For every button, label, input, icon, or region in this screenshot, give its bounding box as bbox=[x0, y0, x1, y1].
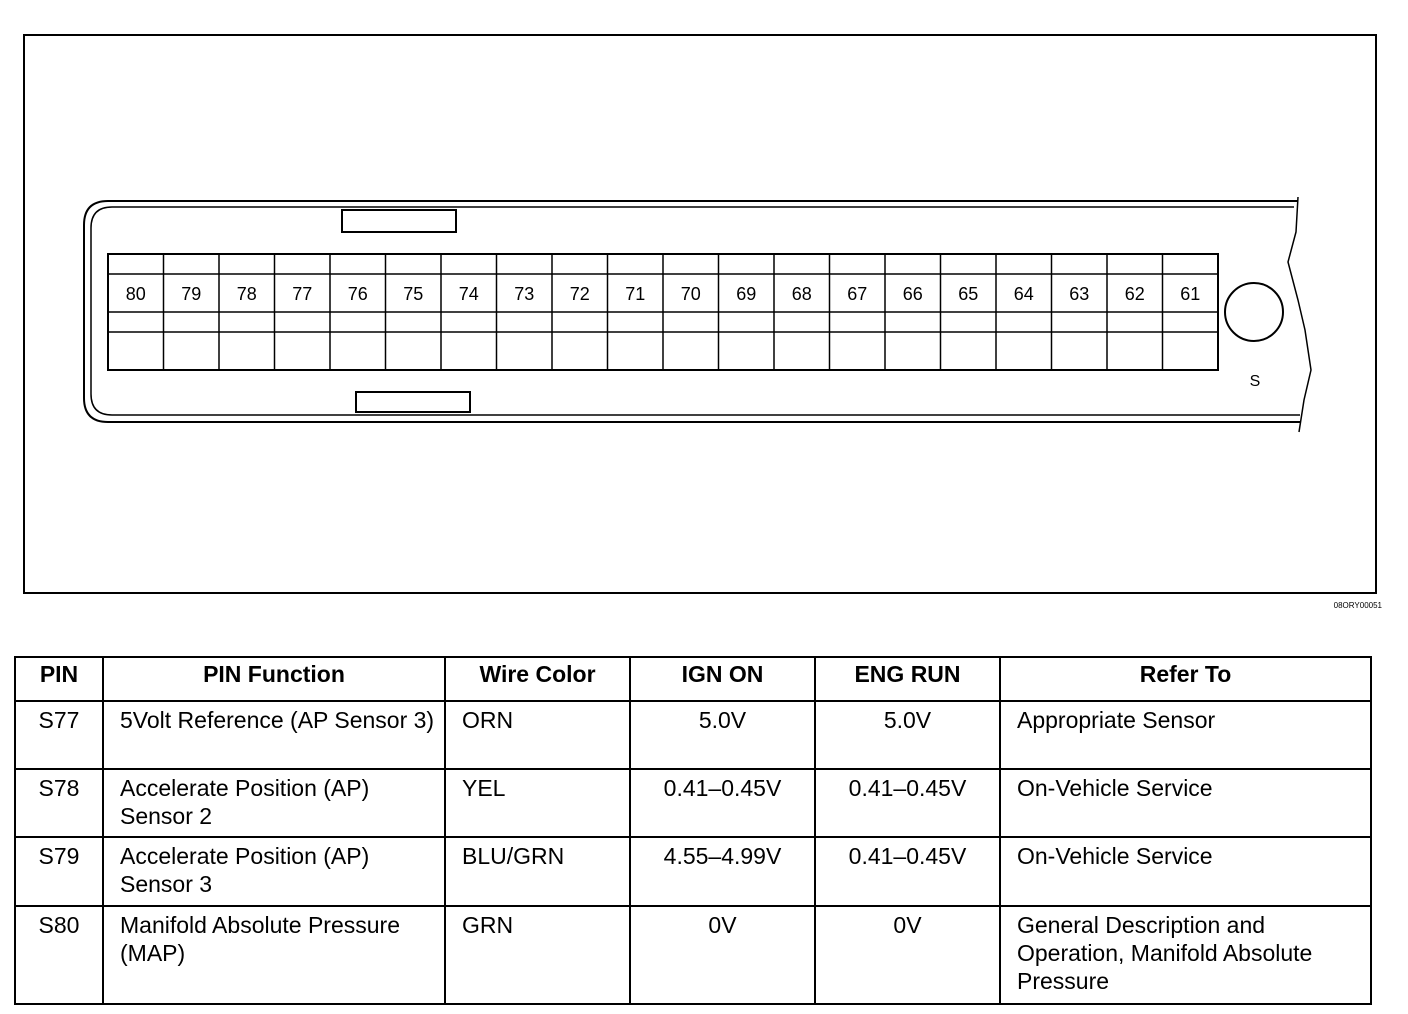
pin-number-label: 71 bbox=[625, 284, 646, 304]
cell-function: Accelerate Position (AP) Sensor 3 bbox=[103, 837, 445, 905]
cell-function: Accelerate Position (AP) Sensor 2 bbox=[103, 769, 445, 837]
connector-broken-edge bbox=[1288, 197, 1311, 432]
top-locking-tab bbox=[342, 210, 456, 232]
cell-refer-to: On-Vehicle Service bbox=[1000, 769, 1371, 837]
cell-pin: S80 bbox=[15, 906, 103, 1004]
connector-side-label: S bbox=[1249, 373, 1261, 390]
pin-number-label: 76 bbox=[347, 284, 368, 304]
cell-ign-on: 4.55–4.99V bbox=[630, 837, 815, 905]
pin-number-label: 63 bbox=[1069, 284, 1090, 304]
cell-function: Manifold Absolute Pressure (MAP) bbox=[103, 906, 445, 1004]
bottom-locking-tab bbox=[356, 392, 470, 412]
header-pin-function: PIN Function bbox=[103, 657, 445, 701]
cell-eng-run: 0V bbox=[815, 906, 1000, 1004]
header-refer-to: Refer To bbox=[1000, 657, 1371, 701]
header-wire-color: Wire Color bbox=[445, 657, 630, 701]
document-id: 08ORY00051 bbox=[1333, 601, 1382, 610]
cell-function: 5Volt Reference (AP Sensor 3) bbox=[103, 701, 445, 769]
cell-refer-to: On-Vehicle Service bbox=[1000, 837, 1371, 905]
table-row bbox=[15, 906, 1371, 1004]
pin-number-label: 74 bbox=[458, 284, 479, 304]
cell-wire-color: BLU/GRN bbox=[445, 837, 630, 905]
header-eng-run: ENG RUN bbox=[815, 657, 1000, 701]
connector-key-circle bbox=[1225, 283, 1283, 341]
cell-ign-on: 0.41–0.45V bbox=[630, 769, 815, 837]
cell-wire-color: YEL bbox=[445, 769, 630, 837]
pin-number-label: 64 bbox=[1013, 284, 1034, 304]
table-row bbox=[15, 701, 1371, 769]
pin-number-label: 67 bbox=[847, 284, 868, 304]
pin-number-label: 70 bbox=[680, 284, 701, 304]
pin-number-label: 68 bbox=[791, 284, 812, 304]
table-row bbox=[15, 837, 1371, 905]
pin-grid bbox=[108, 254, 1218, 370]
cell-pin: S78 bbox=[15, 769, 103, 837]
pin-number-label: 61 bbox=[1180, 284, 1201, 304]
pin-number-label: 69 bbox=[736, 284, 757, 304]
pin-number-label: 73 bbox=[514, 284, 535, 304]
header-pin: PIN bbox=[15, 657, 103, 701]
cell-pin: S79 bbox=[15, 837, 103, 905]
table-header-row bbox=[15, 657, 1371, 701]
cell-refer-to: General Description and Operation, Manifold Absolute Pressure bbox=[1000, 906, 1371, 1004]
cell-pin: S77 bbox=[15, 701, 103, 769]
cell-wire-color: GRN bbox=[445, 906, 630, 1004]
cell-ign-on: 0V bbox=[630, 906, 815, 1004]
pin-number-label: 77 bbox=[292, 284, 313, 304]
cell-eng-run: 0.41–0.45V bbox=[815, 837, 1000, 905]
cell-eng-run: 5.0V bbox=[815, 701, 1000, 769]
pin-number-label: 75 bbox=[403, 284, 424, 304]
header-ign-on: IGN ON bbox=[630, 657, 815, 701]
cell-ign-on: 5.0V bbox=[630, 701, 815, 769]
cell-eng-run: 0.41–0.45V bbox=[815, 769, 1000, 837]
pin-number-label: 72 bbox=[569, 284, 590, 304]
pin-number-label: 80 bbox=[125, 284, 146, 304]
pin-number-label: 65 bbox=[958, 284, 979, 304]
pin-number-label: 66 bbox=[902, 284, 923, 304]
table-row bbox=[15, 769, 1371, 837]
pin-number-label: 79 bbox=[181, 284, 202, 304]
pin-number-label: 78 bbox=[236, 284, 257, 304]
pin-function-table bbox=[14, 656, 1372, 1005]
pin-number-label: 62 bbox=[1124, 284, 1145, 304]
cell-refer-to: Appropriate Sensor bbox=[1000, 701, 1371, 769]
cell-wire-color: ORN bbox=[445, 701, 630, 769]
